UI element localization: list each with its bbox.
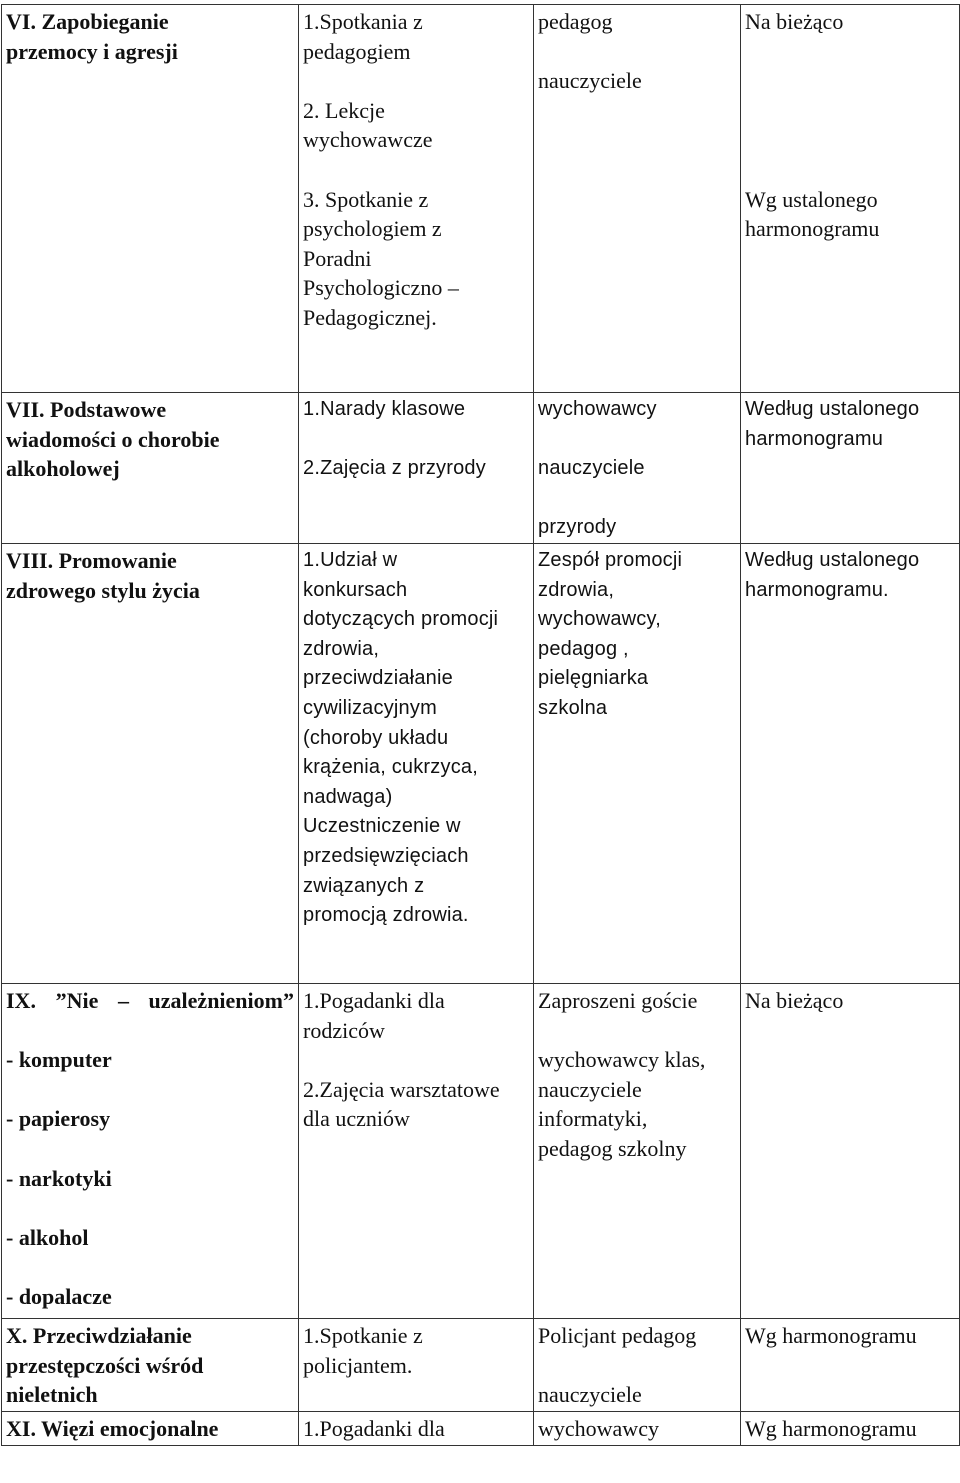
plan-table	[1, 4, 960, 1446]
cell-line: Zespół promocji	[538, 548, 683, 571]
deadline-cell	[741, 1318, 960, 1411]
cell-line: Uczestniczenie w	[303, 815, 461, 838]
blank-line	[303, 425, 529, 455]
blank-line	[745, 96, 955, 126]
topic-line: XI. Więzi emocjonalne	[6, 1415, 219, 1441]
topic-line: - narkotyki	[6, 1165, 112, 1191]
topic-line: - alkohol	[6, 1224, 89, 1250]
cell-line: policjantem.	[303, 1352, 413, 1378]
blank-line	[538, 484, 736, 514]
cell-line: zdrowia,	[538, 578, 615, 601]
responsible-cell	[534, 543, 741, 983]
table-row	[2, 1411, 960, 1445]
forms-cell	[299, 983, 534, 1318]
responsible-cell	[534, 5, 741, 393]
cell-line: wychowawcy klas,	[538, 1047, 706, 1073]
table-row	[2, 393, 960, 544]
cell-line: Na bieżąco	[745, 9, 844, 34]
cell-line: psychologiem z	[303, 216, 442, 242]
topic-line: VIII. Promowanie	[6, 547, 177, 573]
topic-line: przemocy i agresji	[6, 38, 178, 64]
deadline-cell	[741, 5, 960, 393]
responsible-cell	[534, 983, 741, 1318]
topic-line: przestępczości wśród	[6, 1352, 204, 1378]
blank-line	[745, 125, 955, 155]
deadline-cell	[741, 1411, 960, 1445]
blank-line	[6, 1016, 294, 1046]
cell-line: Policjant pedagog	[538, 1322, 697, 1348]
topic-line: alkoholowej	[6, 456, 120, 482]
cell-line: harmonogramu.	[745, 578, 889, 601]
topic-cell	[2, 393, 299, 544]
cell-line: Wg harmonogramu	[745, 1322, 917, 1348]
cell-line: dla uczniów	[303, 1106, 410, 1132]
forms-cell	[299, 393, 534, 544]
cell-line: 1.Narady klasowe	[303, 398, 466, 420]
responsible-cell	[534, 1318, 741, 1411]
cell-line: harmonogramu	[745, 216, 880, 242]
deadline-cell	[741, 543, 960, 983]
topic-line: VI. Zapobieganie	[6, 9, 169, 34]
cell-line: 1.Udział w	[303, 548, 398, 571]
topic-line: IX. ”Nie – uzależnieniom”	[6, 987, 294, 1013]
topic-line: - dopalacze	[6, 1283, 112, 1309]
topic-line: zdrowego stylu życia	[6, 577, 200, 603]
cell-line: 1.Pogadanki dla	[303, 1415, 445, 1441]
topic-cell	[2, 543, 299, 983]
cell-line: pedagogiem	[303, 38, 411, 64]
cell-line: przedsięwzięciach	[303, 844, 469, 867]
blank-line	[303, 66, 529, 96]
cell-line: związanych z	[303, 874, 425, 897]
cell-line: Psychologiczno –	[303, 275, 459, 301]
blank-line	[538, 1016, 736, 1046]
cell-line: zdrowia,	[303, 637, 380, 660]
topic-cell	[2, 1318, 299, 1411]
cell-line: promocją zdrowia.	[303, 904, 469, 927]
cell-line: Wg harmonogramu	[745, 1415, 917, 1441]
blank-line	[538, 1351, 736, 1381]
cell-line: 1.Spotkania z	[303, 9, 423, 34]
responsible-cell	[534, 393, 741, 544]
cell-line: przyrody	[538, 516, 617, 539]
blank-line	[745, 66, 955, 96]
cell-line: Zaproszeni goście	[538, 987, 698, 1013]
cell-line: cywilizacyjnym	[303, 696, 437, 719]
cell-line: 2. Lekcje	[303, 97, 385, 123]
cell-line: Według ustalonego	[745, 398, 920, 420]
cell-line: pedagog ,	[538, 637, 629, 660]
cell-line: 1.Pogadanki dla	[303, 987, 445, 1013]
cell-line: nadwaga)	[303, 785, 393, 808]
topic-line: nieletnich	[6, 1382, 98, 1408]
blank-line	[745, 37, 955, 67]
cell-line: rodziców	[303, 1017, 385, 1043]
cell-line: krążenia, cukrzyca,	[303, 756, 478, 779]
blank-line	[6, 1134, 294, 1164]
cell-line: pedagog szkolny	[538, 1135, 687, 1161]
blank-line	[6, 1075, 294, 1105]
deadline-cell	[741, 393, 960, 544]
cell-line: 3. Spotkanie z	[303, 186, 429, 212]
cell-line: pielęgniarka	[538, 667, 649, 690]
cell-line: 2.Zajęcia warsztatowe	[303, 1076, 500, 1102]
cell-line: nauczyciele	[538, 68, 642, 94]
blank-line	[303, 155, 529, 185]
cell-line: nauczyciele	[538, 1076, 642, 1102]
cell-line: Wg ustalonego	[745, 186, 878, 212]
blank-line	[538, 425, 736, 455]
blank-line	[538, 37, 736, 67]
topic-line: - komputer	[6, 1047, 112, 1073]
topic-line: wiadomości o chorobie	[6, 426, 220, 452]
forms-cell	[299, 543, 534, 983]
cell-line: informatyki,	[538, 1106, 648, 1132]
cell-line: 1.Spotkanie z	[303, 1322, 423, 1348]
deadline-cell	[741, 983, 960, 1318]
cell-line: harmonogramu	[745, 427, 884, 450]
topic-cell	[2, 5, 299, 393]
cell-line: wychowawcy,	[538, 608, 661, 631]
table-row	[2, 983, 960, 1318]
table-row	[2, 1318, 960, 1411]
cell-line: Według ustalonego	[745, 548, 920, 571]
cell-line: Pedagogicznej.	[303, 304, 437, 330]
blank-line	[6, 1193, 294, 1223]
forms-cell	[299, 1411, 534, 1445]
forms-cell	[299, 5, 534, 393]
cell-line: (choroby układu	[303, 726, 449, 749]
topic-line: VII. Podstawowe	[6, 397, 167, 422]
cell-line: wychowawcy	[538, 1415, 659, 1441]
cell-line: przeciwdziałanie	[303, 667, 453, 690]
blank-line	[6, 1252, 294, 1282]
cell-line: pedagog	[538, 9, 613, 34]
cell-line: szkolna	[538, 696, 608, 719]
cell-line: Na bieżąco	[745, 987, 844, 1013]
topic-line: - papierosy	[6, 1106, 111, 1132]
forms-cell	[299, 1318, 534, 1411]
cell-line: nauczyciele	[538, 1382, 642, 1408]
blank-line	[303, 1045, 529, 1075]
cell-line: wychowawcze	[303, 127, 433, 153]
cell-line: 2.Zajęcia z przyrody	[303, 457, 486, 480]
cell-line: konkursach	[303, 578, 408, 601]
cell-line: dotyczących promocji	[303, 608, 499, 631]
topic-cell	[2, 983, 299, 1318]
cell-line: Poradni	[303, 245, 372, 271]
topic-cell	[2, 1411, 299, 1445]
table-row	[2, 543, 960, 983]
cell-line: wychowawcy	[538, 398, 657, 420]
topic-line: X. Przeciwdziałanie	[6, 1322, 192, 1348]
responsible-cell	[534, 1411, 741, 1445]
table-row	[2, 5, 960, 393]
blank-line	[745, 155, 955, 185]
cell-line: nauczyciele	[538, 457, 645, 480]
